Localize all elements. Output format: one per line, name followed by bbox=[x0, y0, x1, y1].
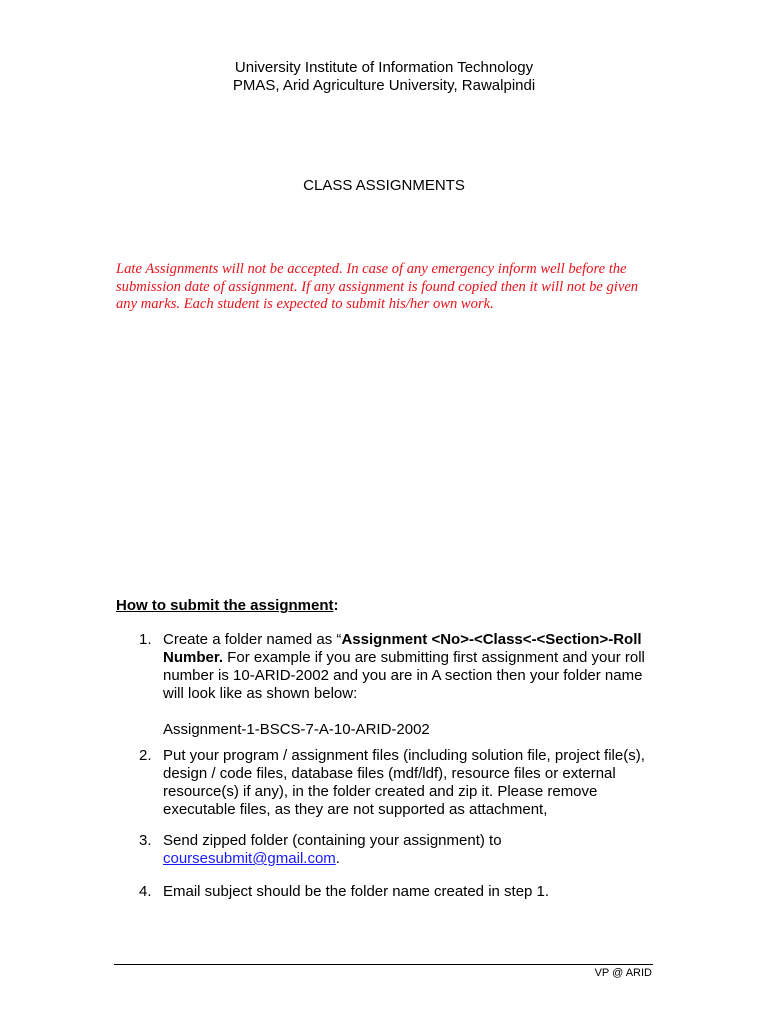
folder-name-format: Assignment <No>-<Class<-<Section>-Roll Number. bbox=[163, 631, 642, 666]
item-text: Email subject should be the folder name created in step 1. bbox=[163, 883, 550, 900]
university-name: PMAS, Arid Agriculture University, Rawalpindi bbox=[232, 77, 536, 94]
item-number: 4. bbox=[139, 883, 152, 900]
item-text: Create a folder named as “Assignment <No>-<Class<-<Section>-Roll Number. For example if you are submitting first assignment and your roll number is 10-ARID-2002 and you are in A section then your folder name will look like as shown below: Assignment-1-BSCS-7-A-10-ARID-2002 bbox=[163, 631, 659, 739]
item-number: 3. bbox=[139, 832, 152, 849]
document-title: CLASS ASSIGNMENTS bbox=[303, 177, 465, 194]
item-text: Put your program / assignment files (including solution file, project file(s), design / code files, database files (mdf/ldf), resource files or external resource(s) if any), in the folder created and zip it. Please remove executable files, as they are not supported as attachment, bbox=[163, 747, 645, 818]
instruction-item-4 bbox=[139, 883, 659, 901]
instruction-item-2 bbox=[139, 747, 659, 819]
footer-divider bbox=[114, 964, 653, 965]
item-number: 2. bbox=[139, 747, 152, 764]
email-link[interactable]: coursesubmit@gmail.com bbox=[163, 850, 336, 867]
instructions-heading-text: How to submit the assignment bbox=[116, 597, 334, 614]
item-number: 1. bbox=[139, 631, 152, 648]
instruction-item-1 bbox=[139, 631, 659, 739]
instructions-heading bbox=[116, 597, 339, 615]
institute-name: University Institute of Information Technology bbox=[234, 59, 534, 76]
instruction-item-3 bbox=[139, 832, 659, 868]
folder-name-example: Assignment-1-BSCS-7-A-10-ARID-2002 bbox=[163, 721, 430, 738]
late-assignment-notice: Late Assignments will not be accepted. In case of any emergency inform well before the submission date of assignment. If any assignment is found copied then it will not be given any marks. Each student is expected to submit his/her own work. bbox=[116, 261, 639, 312]
footer-text: VP @ ARID bbox=[594, 967, 652, 979]
item-text: Send zipped folder (containing your assignment) to coursesubmit@gmail.com. bbox=[163, 832, 502, 867]
instructions-heading-colon: : bbox=[333, 597, 339, 614]
